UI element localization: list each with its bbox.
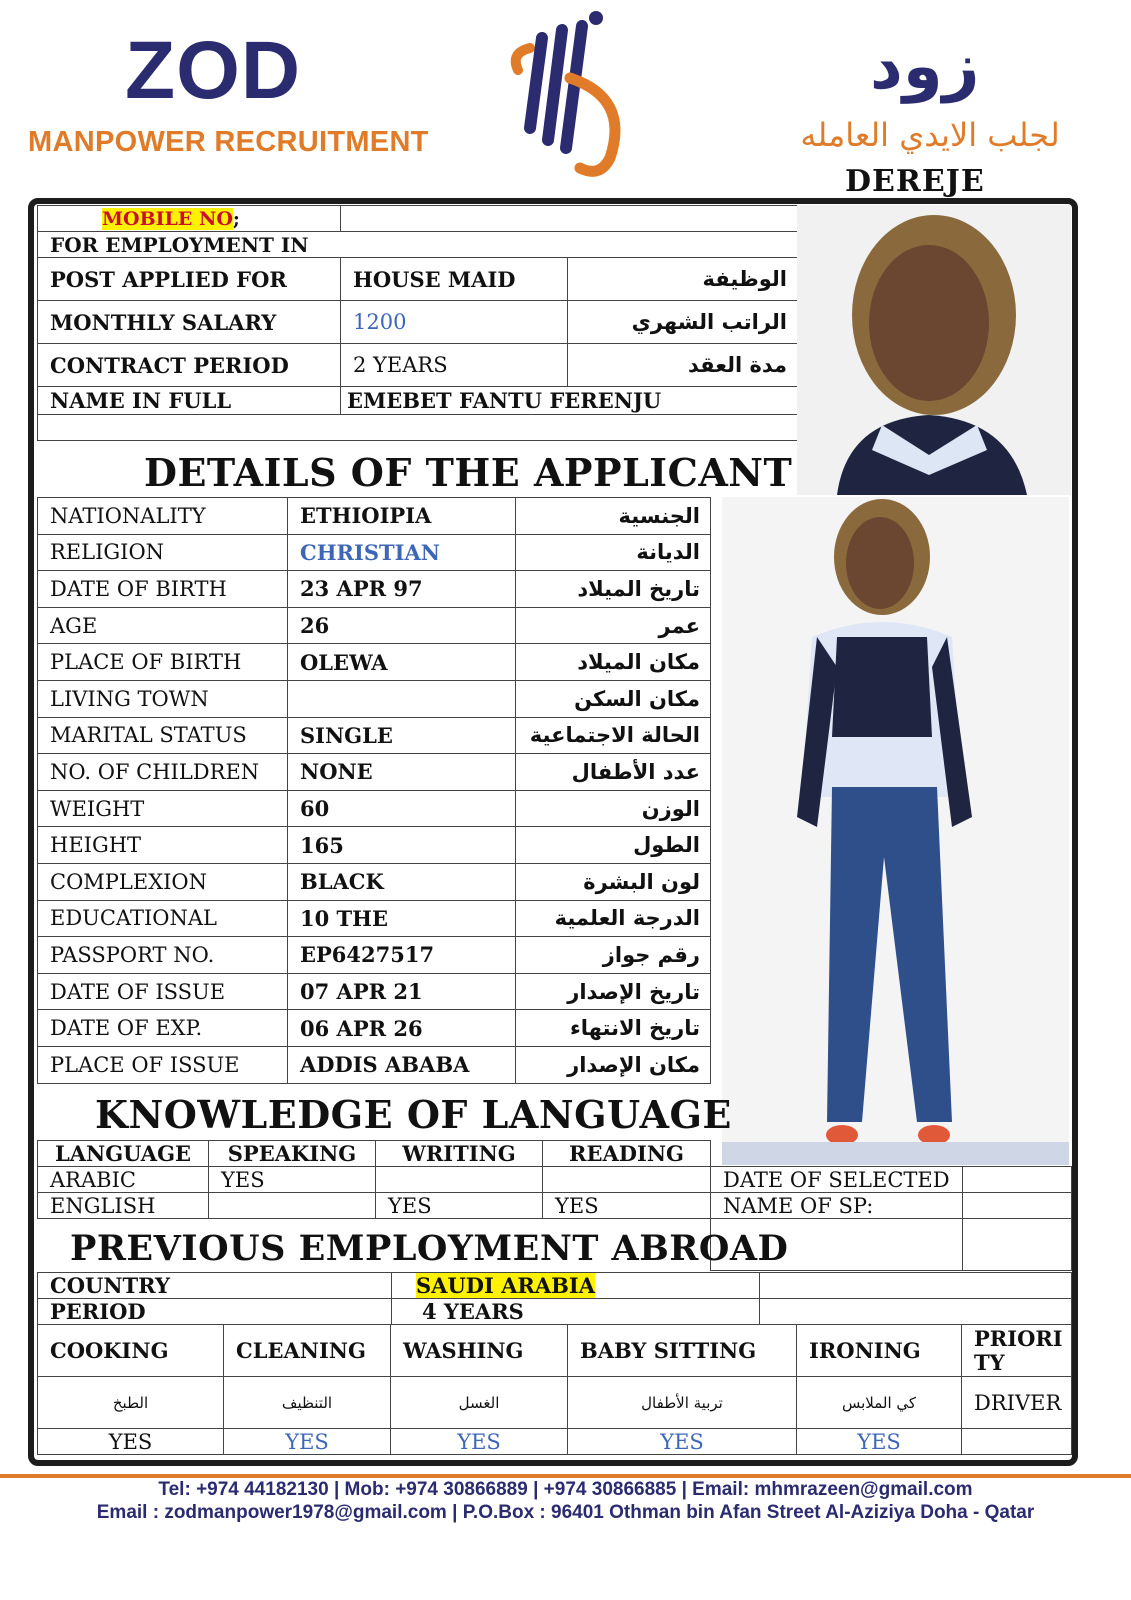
skill-cleaning-header: CLEANING: [224, 1325, 391, 1377]
skill-babysitting-value: YES: [568, 1429, 797, 1455]
contract-row: [38, 344, 798, 387]
employment-table: [37, 205, 798, 441]
country-value-cell: [392, 1273, 760, 1299]
skill-cooking-ar: الطبخ: [38, 1377, 224, 1429]
previous-table: [37, 1272, 1072, 1325]
detail-value: 07 APR 21: [288, 973, 516, 1010]
detail-value: ADDIS ABABA: [288, 1046, 516, 1083]
skill-washing-ar: الغسل: [391, 1377, 568, 1429]
passport-photo: [797, 205, 1071, 495]
english-lang: ENGLISH: [38, 1193, 209, 1219]
for-employment-row: [38, 232, 798, 258]
footer-contact-line1: Tel: +974 44182130 | Mob: +974 30866889 | +974 30866885 | Email: mhmrazeen@gmail.com: [158, 1479, 973, 1500]
detail-label-ar: مكان الميلاد: [516, 644, 711, 681]
language-col-header: LANGUAGE: [38, 1141, 209, 1167]
detail-label-ar: مكان الإصدار: [516, 1046, 711, 1083]
detail-label: RELIGION: [38, 534, 288, 571]
details-row: [38, 973, 711, 1010]
details-body: [38, 498, 711, 1084]
details-row: [38, 680, 711, 717]
period-value: 4 YEARS: [392, 1299, 760, 1325]
detail-value: 10 THE: [288, 900, 516, 937]
country-extra: [760, 1273, 1072, 1299]
date-selected-value: [963, 1167, 1072, 1193]
language-header-row: [38, 1141, 711, 1167]
detail-label-ar: الدرجة العلمية: [516, 900, 711, 937]
skills-header-row: [38, 1325, 1072, 1377]
mobile-row: [38, 206, 798, 232]
period-extra: [760, 1299, 1072, 1325]
arabic-lang: ARABIC: [38, 1167, 209, 1193]
detail-label: PASSPORT NO.: [38, 937, 288, 974]
detail-label-ar: الوزن: [516, 790, 711, 827]
detail-value: SINGLE: [288, 717, 516, 754]
name-value: EMEBET FANTU FERENJU: [341, 387, 798, 415]
country-row: [38, 1273, 1072, 1299]
skill-priority-value: DRIVER: [962, 1377, 1072, 1429]
details-row: [38, 571, 711, 608]
details-row: [38, 607, 711, 644]
details-row: [38, 754, 711, 791]
detail-label: PLACE OF BIRTH: [38, 644, 288, 681]
mobile-label-cell: [38, 206, 341, 232]
brand-arabic-subtitle: لجلب الايدي العامله: [800, 116, 1060, 154]
detail-label: DATE OF ISSUE: [38, 973, 288, 1010]
salary-label: MONTHLY SALARY: [38, 301, 341, 344]
english-reading: YES: [543, 1193, 711, 1219]
language-table: [37, 1140, 711, 1219]
detail-label: DATE OF EXP.: [38, 1010, 288, 1047]
for-employment-label: FOR EMPLOYMENT IN: [38, 232, 798, 258]
skills-table: [37, 1324, 1072, 1455]
date-selected-label: DATE OF SELECTED: [711, 1167, 963, 1193]
detail-label-ar: عمر: [516, 607, 711, 644]
blank-row: [38, 415, 798, 441]
period-row: [38, 1299, 1072, 1325]
brand-emblem-icon: [500, 8, 640, 178]
footer-divider: [0, 1474, 1131, 1478]
detail-label: HEIGHT: [38, 827, 288, 864]
contract-label-ar: مدة العقد: [568, 344, 798, 387]
period-label: PERIOD: [38, 1299, 392, 1325]
details-row: [38, 827, 711, 864]
mobile-suffix: ;: [232, 207, 240, 230]
detail-label-ar: رقم جواز: [516, 937, 711, 974]
detail-label: DATE OF BIRTH: [38, 571, 288, 608]
skill-babysitting-ar: تربية الأطفال: [568, 1377, 797, 1429]
details-heading: DETAILS OF THE APPLICANT: [144, 450, 793, 495]
country-label: COUNTRY: [38, 1273, 392, 1299]
applicant-fullbody-icon: [722, 497, 1069, 1165]
previous-heading: PREVIOUS EMPLOYMENT ABROAD: [70, 1228, 789, 1269]
detail-label-ar: تاريخ الميلاد: [516, 571, 711, 608]
detail-label-ar: الطول: [516, 827, 711, 864]
detail-value: 165: [288, 827, 516, 864]
detail-label-ar: تاريخ الانتهاء: [516, 1010, 711, 1047]
speaking-col-header: SPEAKING: [209, 1141, 376, 1167]
details-row: [38, 790, 711, 827]
details-row: [38, 1046, 711, 1083]
detail-label-ar: الجنسية: [516, 498, 711, 535]
skill-priority-extra: [962, 1429, 1072, 1455]
name-label: NAME IN FULL: [38, 387, 341, 415]
detail-value: BLACK: [288, 863, 516, 900]
salary-value: 1200: [341, 301, 568, 344]
detail-label-ar: مكان السكن: [516, 680, 711, 717]
mobile-label: MOBILE NO: [102, 207, 233, 230]
post-row: [38, 258, 798, 301]
details-row: [38, 717, 711, 754]
detail-label: LIVING TOWN: [38, 680, 288, 717]
language-heading: KNOWLEDGE OF LANGUAGE: [95, 1092, 732, 1137]
detail-value: 26: [288, 607, 516, 644]
detail-value: CHRISTIAN: [288, 534, 516, 571]
detail-label: NATIONALITY: [38, 498, 288, 535]
brand-logo-text: ZOD: [125, 25, 302, 116]
english-writing: YES: [376, 1193, 543, 1219]
detail-label: PLACE OF ISSUE: [38, 1046, 288, 1083]
detail-value: 60: [288, 790, 516, 827]
skill-ironing-header: IRONING: [797, 1325, 962, 1377]
detail-label-ar: لون البشرة: [516, 863, 711, 900]
skill-priority-header: PRIORI TY: [962, 1325, 1072, 1377]
detail-value: ETHIOIPIA: [288, 498, 516, 535]
post-label: POST APPLIED FOR: [38, 258, 341, 301]
name-sp-value: [963, 1193, 1072, 1219]
post-label-ar: الوظيفة: [568, 258, 798, 301]
arabic-row: [38, 1167, 711, 1193]
detail-label: EDUCATIONAL: [38, 900, 288, 937]
details-row: [38, 498, 711, 535]
skill-ironing-value: YES: [797, 1429, 962, 1455]
writing-col-header: WRITING: [376, 1141, 543, 1167]
country-value: SAUDI ARABIA: [416, 1273, 596, 1298]
arabic-reading: [543, 1167, 711, 1193]
detail-label-ar: عدد الأطفال: [516, 754, 711, 791]
arabic-speaking: YES: [209, 1167, 376, 1193]
details-row: [38, 534, 711, 571]
detail-value: EP6427517: [288, 937, 516, 974]
detail-label-ar: تاريخ الإصدار: [516, 973, 711, 1010]
reading-col-header: READING: [543, 1141, 711, 1167]
name-sp-label: NAME OF SP:: [711, 1193, 963, 1219]
salary-label-ar: الراتب الشهري: [568, 301, 798, 344]
skill-ironing-ar: كي الملابس: [797, 1377, 962, 1429]
detail-label: COMPLEXION: [38, 863, 288, 900]
detail-label-ar: الحالة الاجتماعية: [516, 717, 711, 754]
details-row: [38, 644, 711, 681]
skills-values-row: [38, 1429, 1072, 1455]
brand-subtitle: MANPOWER RECRUITMENT: [28, 126, 429, 158]
arabic-writing: [376, 1167, 543, 1193]
skill-cleaning-ar: التنظيف: [224, 1377, 391, 1429]
skill-babysitting-header: BABY SITTING: [568, 1325, 797, 1377]
skill-cleaning-value: YES: [224, 1429, 391, 1455]
details-row: [38, 900, 711, 937]
contract-label: CONTRACT PERIOD: [38, 344, 341, 387]
detail-label: MARITAL STATUS: [38, 717, 288, 754]
salary-row: [38, 301, 798, 344]
agent-name: DEREJE: [845, 164, 985, 199]
skill-washing-value: YES: [391, 1429, 568, 1455]
detail-value: [288, 680, 516, 717]
blank-side-cell-2: [963, 1219, 1072, 1271]
detail-label: WEIGHT: [38, 790, 288, 827]
detail-value: OLEWA: [288, 644, 516, 681]
details-row: [38, 1010, 711, 1047]
detail-label: AGE: [38, 607, 288, 644]
applicant-portrait-icon: [797, 205, 1071, 495]
contract-value: 2 YEARS: [341, 344, 568, 387]
detail-label-ar: الديانة: [516, 534, 711, 571]
full-body-photo: [722, 497, 1069, 1165]
english-speaking: [209, 1193, 376, 1219]
post-value: HOUSE MAID: [341, 258, 568, 301]
english-row: [38, 1193, 711, 1219]
skill-cooking-header: COOKING: [38, 1325, 224, 1377]
detail-value: 06 APR 26: [288, 1010, 516, 1047]
name-row: [38, 387, 798, 415]
detail-value: NONE: [288, 754, 516, 791]
footer-contact-line2: Email : zodmanpower1978@gmail.com | P.O.Box : 96401 Othman bin Afan Street Al-Aziziya Doha - Qatar: [96, 1502, 1035, 1523]
skill-washing-header: WASHING: [391, 1325, 568, 1377]
skill-cooking-value: YES: [38, 1429, 224, 1455]
mobile-value: [341, 206, 798, 232]
detail-label: NO. OF CHILDREN: [38, 754, 288, 791]
skills-arabic-row: [38, 1377, 1072, 1429]
brand-arabic-logo: زود: [870, 30, 980, 104]
detail-value: 23 APR 97: [288, 571, 516, 608]
details-row: [38, 863, 711, 900]
details-row: [38, 937, 711, 974]
details-table: [37, 497, 711, 1084]
